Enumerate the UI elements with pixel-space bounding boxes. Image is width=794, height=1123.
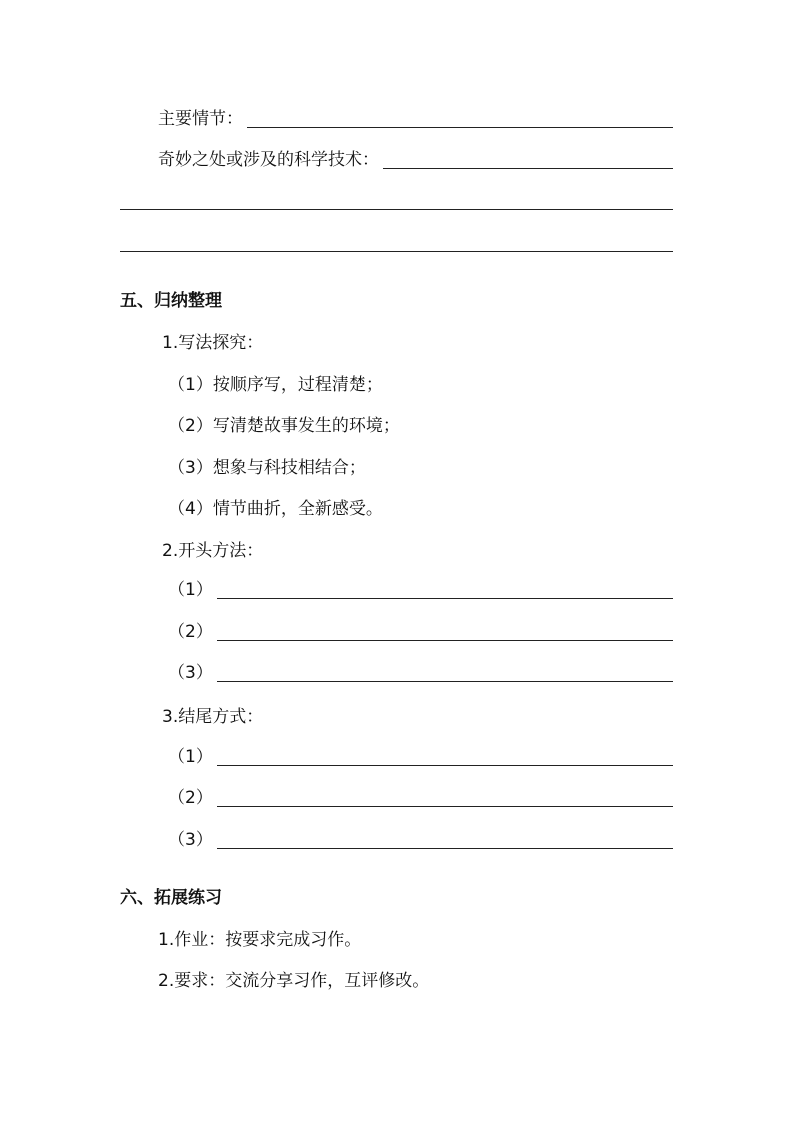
ending-method-blank-3[interactable] [217,847,673,849]
writing-method-item-2: （2）写清楚故事发生的环境； [168,416,400,436]
writing-method-title: 1.写法探究： [162,333,264,353]
wonder-label: 奇妙之处或涉及的科学技术： [158,150,379,170]
opening-method-row-1 [168,577,673,603]
main-plot-blank[interactable] [247,126,673,128]
writing-method-item-3: （3）想象与科技相结合； [168,458,366,478]
wonder-blank[interactable] [383,167,673,169]
section6-heading: 六、拓展练习 [120,888,222,908]
ending-method-row-2 [168,785,673,811]
opening-method-blank-2[interactable] [217,639,673,641]
wonder-field [158,147,673,173]
ending-method-num-1: （1） [168,747,213,767]
extension-item-1: 1.作业：按要求完成习作。 [158,930,362,950]
ending-method-row-1 [168,744,673,770]
ending-method-row-3 [168,827,673,853]
answer-line-2[interactable] [120,251,673,252]
opening-method-row-2 [168,619,673,645]
ending-method-num-2: （2） [168,788,213,808]
opening-method-num-3: （3） [168,663,213,683]
extension-item-2: 2.要求：交流分享习作，互评修改。 [158,971,430,991]
opening-method-num-2: （2） [168,622,213,642]
opening-method-blank-3[interactable] [217,680,673,682]
writing-method-item-4: （4）情节曲折，全新感受。 [168,499,383,519]
main-plot-field [158,106,673,132]
opening-method-title: 2.开头方法： [162,541,264,561]
section5-heading: 五、归纳整理 [120,291,222,311]
answer-line-1[interactable] [120,209,673,210]
opening-method-row-3 [168,660,673,686]
opening-method-num-1: （1） [168,580,213,600]
ending-method-blank-2[interactable] [217,805,673,807]
writing-method-item-1: （1）按顺序写，过程清楚； [168,375,383,395]
main-plot-label: 主要情节： [158,109,243,129]
ending-method-title: 3.结尾方式： [162,707,264,727]
opening-method-blank-1[interactable] [217,597,673,599]
ending-method-num-3: （3） [168,830,213,850]
ending-method-blank-1[interactable] [217,764,673,766]
